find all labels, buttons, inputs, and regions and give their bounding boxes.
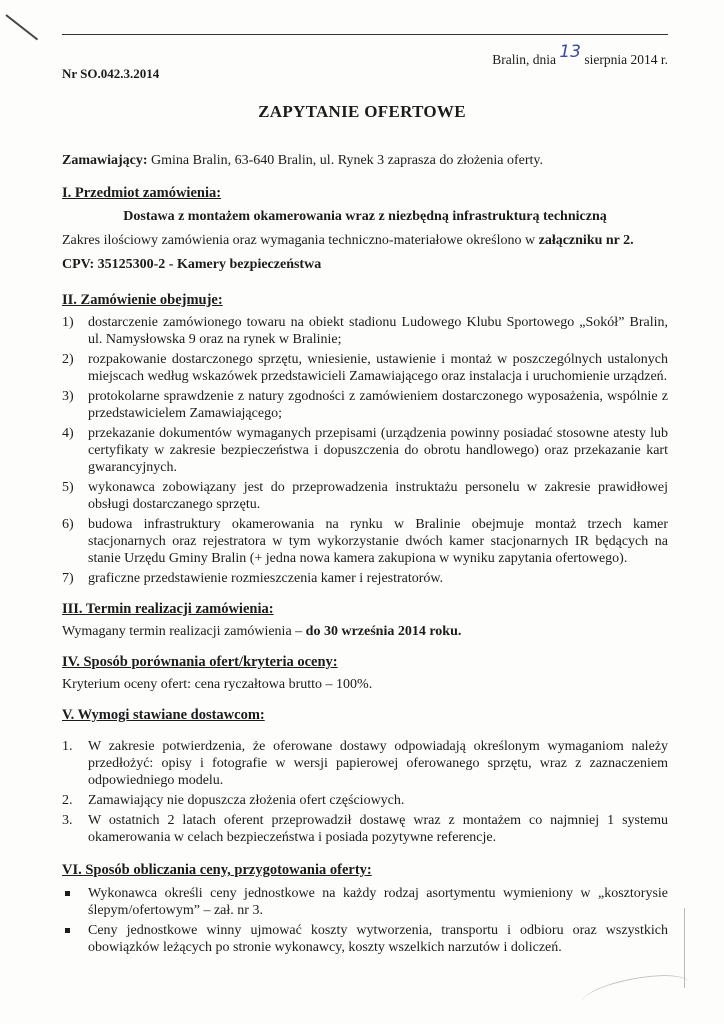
item-text: budowa infrastruktury okamerowania na rynku w Bralinie obejmuje montaż trzech kamer stacjonarnych oraz rejestratora w tym wykorzystanie dwóch kamer stacjonarnych IR będących na stanie Urzędu Gminy Bralin (+ jedna nowa kamera zakupiona w wyniku zapytania ofertowego). <box>88 517 668 566</box>
item-number: 1. <box>62 739 73 754</box>
item-text: rozpakowanie dostarczonego sprzętu, wniesienie, ustawienie i montaż w poszczególnych ustalonych miejscach według wskazówek przedstawicieli Zamawiającego oraz instalacja i uruchomienie urządzeń. <box>88 352 668 384</box>
list-item <box>62 738 668 789</box>
handwritten-day: 13 <box>559 42 581 62</box>
list-item <box>62 351 668 385</box>
pricing-list <box>62 885 668 956</box>
list-item <box>62 479 668 513</box>
list-item <box>62 812 668 846</box>
item-text: przekazanie dokumentów wymaganych przepisami (urządzenia powinny posiadać stosowne atesty lub certyfikaty w zakresie bezpieczeństwa i dopuszczenia do obrotu handlowego) oraz przekazanie kart gwarancyjnych. <box>88 426 668 475</box>
list-item <box>62 885 668 919</box>
criteria-text: Kryterium oceny ofert: cena ryczałtowa brutto – 100%. <box>62 677 373 692</box>
header-rule <box>62 34 668 35</box>
item-number: 3. <box>62 813 73 828</box>
intro-paragraph <box>62 152 668 169</box>
item-number: 4) <box>62 426 74 441</box>
item-number: 2) <box>62 352 74 367</box>
deadline-text: Wymagany termin realizacji zamówienia – <box>62 624 306 639</box>
section-1-heading: I. Przedmiot zamówienia: <box>62 185 222 201</box>
section-6-heading: VI. Sposób obliczania ceny, przygotowania oferty: <box>62 862 372 878</box>
reference-number: Nr SO.042.3.2014 <box>62 66 160 81</box>
item-text: Wykonawca określi ceny jednostkowe na każdy rodzaj asortymentu wymieniony w „kosztorysie ślepym/ofertowym” – zał. nr 3. <box>88 886 668 918</box>
item-text: graficzne przedstawienie rozmieszczenia kamer i rejestratorów. <box>88 571 444 586</box>
subject-line: Dostawa z montażem okamerowania wraz z niezbędną infrastrukturą techniczną <box>123 209 607 224</box>
date-suffix: sierpnia 2014 r. <box>584 52 668 67</box>
intro-text: Gmina Bralin, 63-640 Bralin, ul. Rynek 3 zaprasza do złożenia oferty. <box>147 153 544 168</box>
scope-paragraph <box>62 232 668 249</box>
deadline-paragraph <box>62 623 668 640</box>
item-number: 7) <box>62 571 74 586</box>
corner-pen-mark <box>5 14 38 40</box>
item-number: 6) <box>62 517 74 532</box>
item-text: W zakresie potwierdzenia, że oferowane dostawy odpowiadają określonym wymaganiom należy przedłożyć: opisy i fotografie w wersji papierowej oferowanego sprzętu, wraz z zaznaczeniem odpowiedniego modelu. <box>88 739 668 788</box>
item-text: protokolarne sprawdzenie z natury zgodności z zamówieniem dostarczonego wyposażenia, wspólnie z przedstawicielem Zamawiającego; <box>88 389 668 421</box>
item-number: 3) <box>62 389 74 404</box>
scope-text: Zakres ilościowy zamówienia oraz wymagania techniczno-materiałowe określono w <box>62 233 539 248</box>
scope-attachment: załączniku nr 2. <box>538 233 634 248</box>
list-item <box>62 792 668 809</box>
deadline-date: do 30 września 2014 roku. <box>305 624 462 639</box>
requirements-list <box>62 738 668 846</box>
item-text: Ceny jednostkowe winny ujmować koszty wytworzenia, transportu i odbioru oraz wszystkich obowiązków leżących po stronie wykonawcy, koszty wszelkich narzutów i doliczeń. <box>88 923 668 955</box>
list-item <box>62 388 668 422</box>
date-line <box>492 42 668 69</box>
item-text: dostarczenie zamówionego towaru na obiekt stadionu Ludowego Klubu Sportowego „Sokół” Bralin, ul. Namysłowska 9 oraz na rynek w Bralinie; <box>88 315 668 347</box>
document-title: ZAPYTANIE OFERTOWE <box>258 102 466 121</box>
intro-label: Zamawiający: <box>62 153 148 168</box>
margin-pen-line <box>684 908 685 988</box>
list-item <box>62 314 668 348</box>
cpv-code: CPV: 35125300-2 - Kamery bezpieczeństwa <box>62 257 322 272</box>
initials-scribble <box>578 970 691 1016</box>
section-5-heading: V. Wymogi stawiane dostawcom: <box>62 707 265 723</box>
item-text: W ostatnich 2 latach oferent przeprowadził dostawę wraz z montażem co najmniej 1 systemu okamerowania w celach bezpieczeństwa i posiada pozytywne referencje. <box>88 813 668 845</box>
section-4-heading: IV. Sposób porównania ofert/kryteria oceny: <box>62 654 338 670</box>
list-item <box>62 922 668 956</box>
list-item <box>62 425 668 476</box>
list-item <box>62 516 668 567</box>
item-text: wykonawca zobowiązany jest do przeprowadzenia instruktażu personelu w zakresie prawidłowej obsługi dostarczanego sprzętu. <box>88 480 668 512</box>
item-number: 1) <box>62 315 74 330</box>
list-item <box>62 570 668 587</box>
section-3-heading: III. Termin realizacji zamówienia: <box>62 601 274 617</box>
bullet-icon <box>65 891 70 896</box>
document-body <box>62 152 668 956</box>
item-number: 2. <box>62 793 73 808</box>
section-2-heading: II. Zamówienie obejmuje: <box>62 292 223 308</box>
bullet-icon <box>65 928 70 933</box>
date-prefix: Bralin, dnia <box>492 52 556 67</box>
item-number: 5) <box>62 480 74 495</box>
item-text: Zamawiający nie dopuszcza złożenia ofert częściowych. <box>88 793 405 808</box>
scope-list <box>62 314 668 587</box>
